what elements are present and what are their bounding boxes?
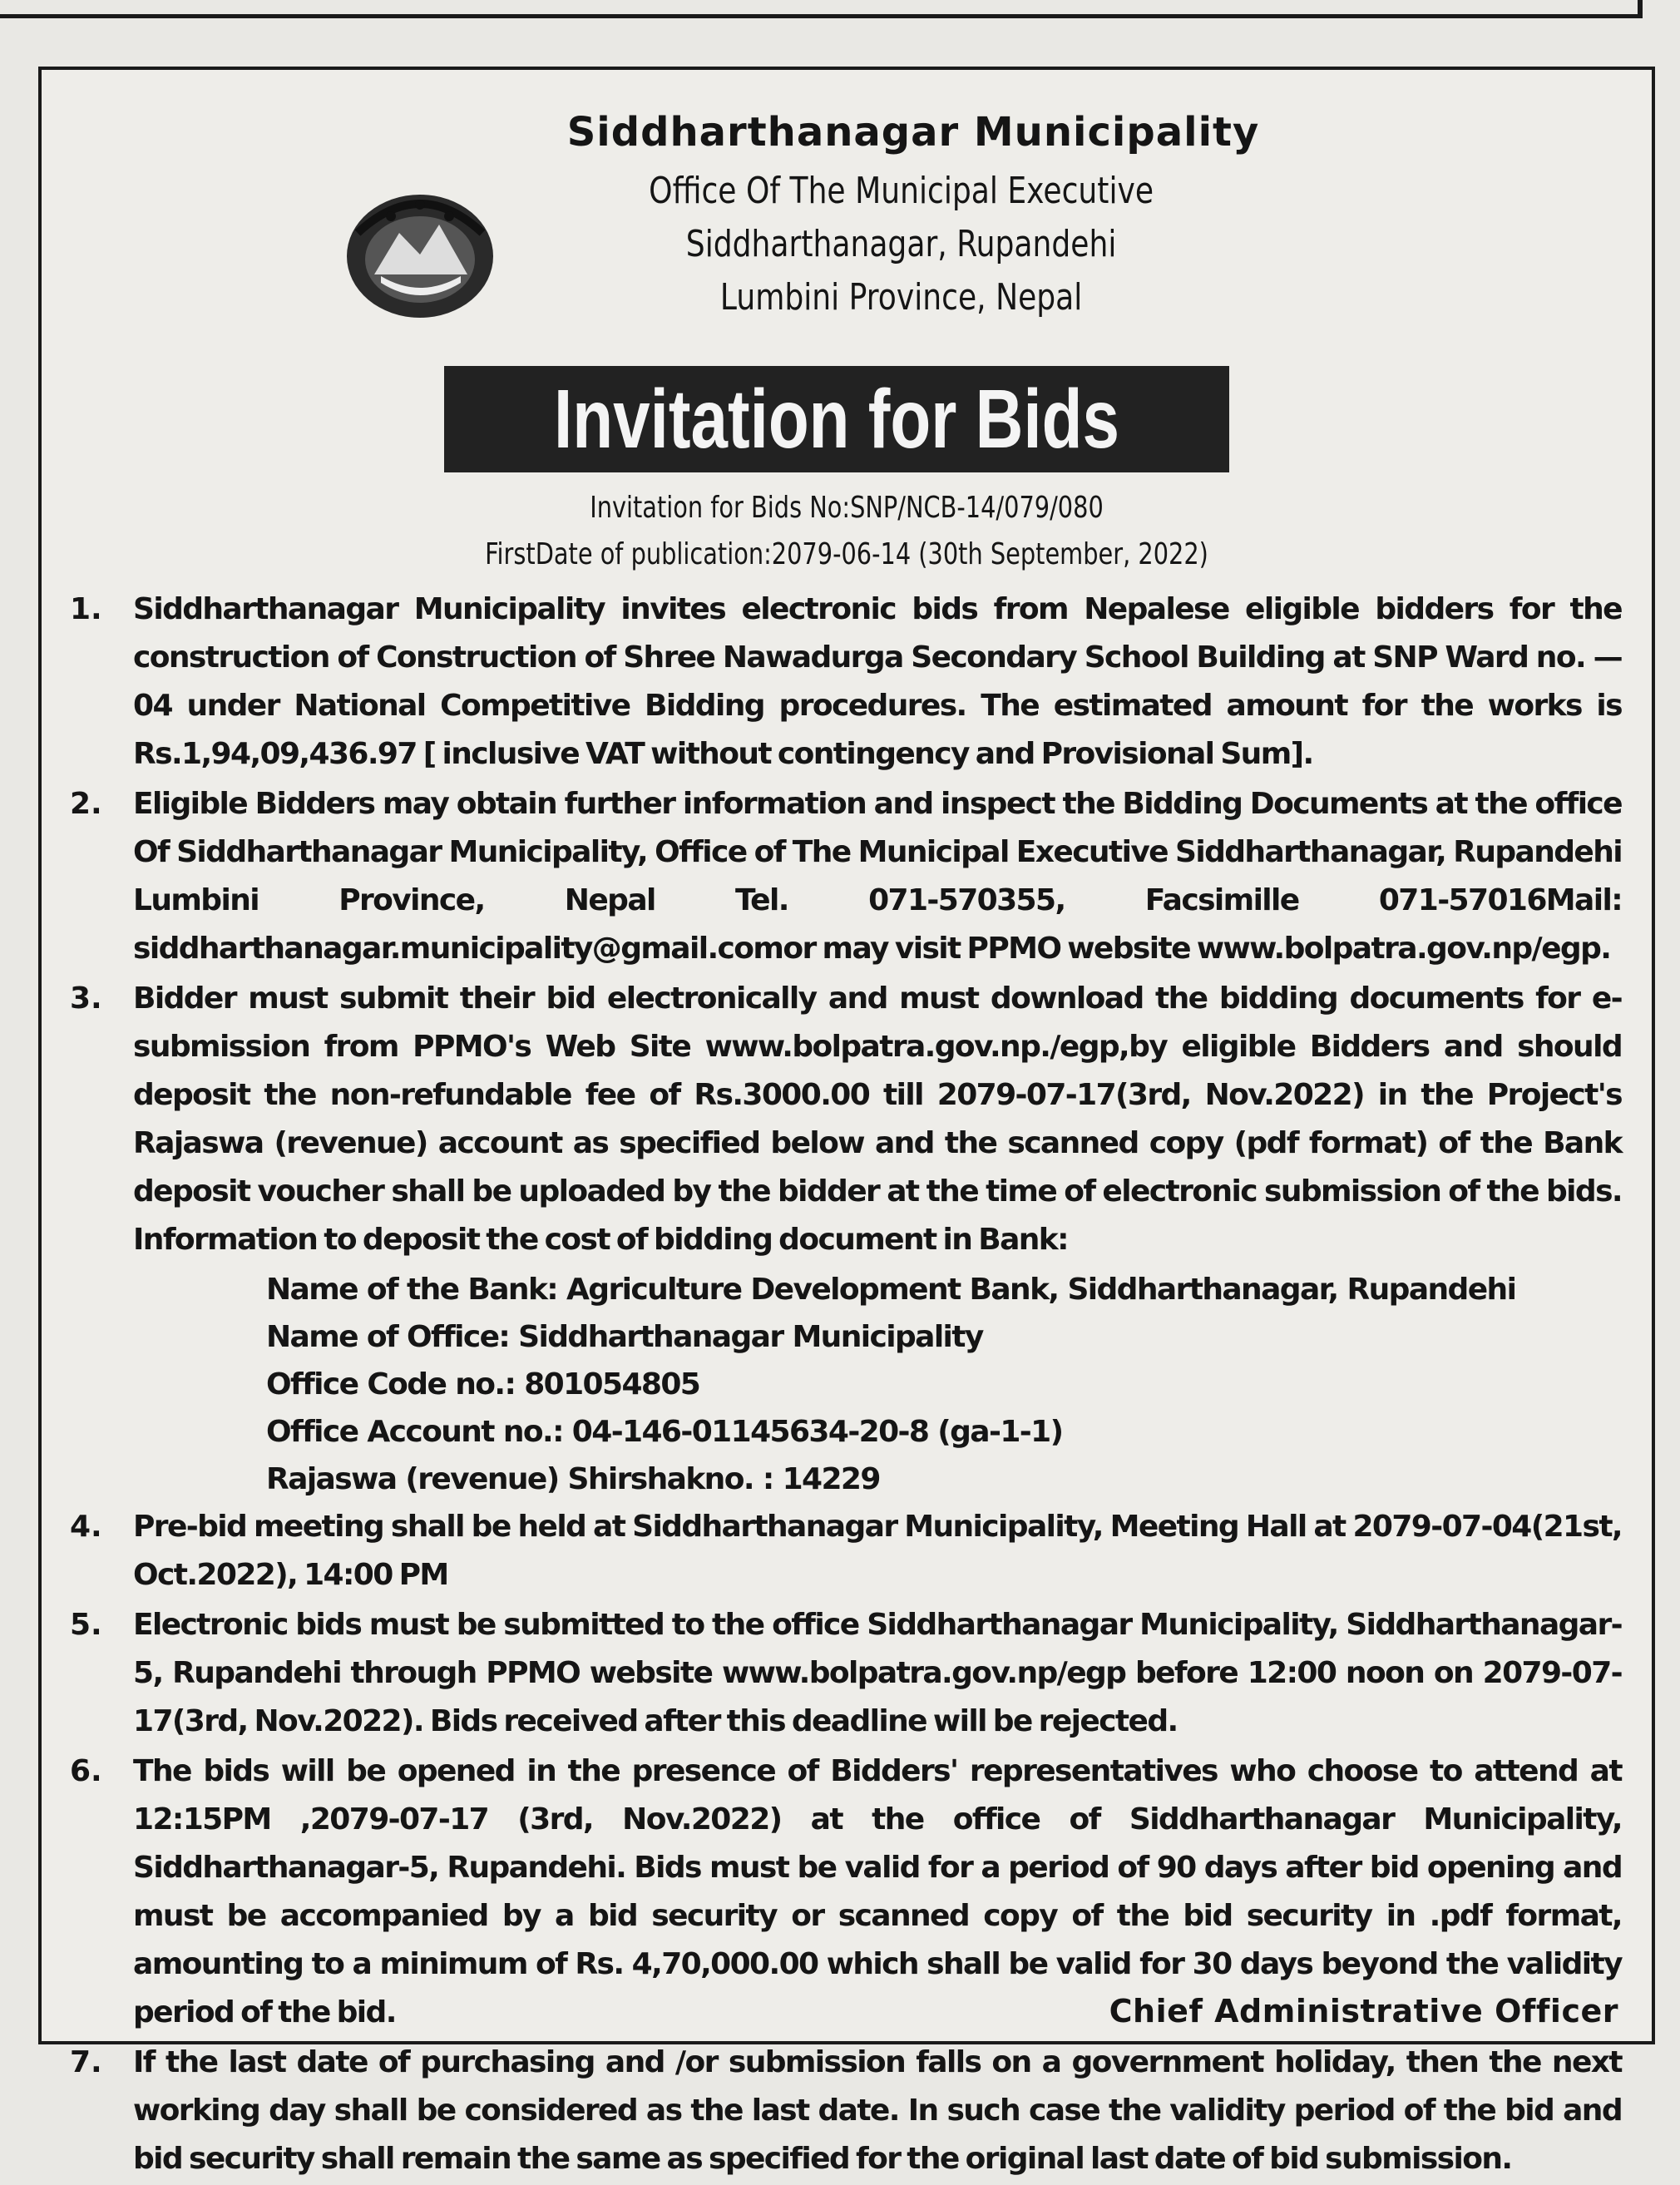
item-text: Eligible Bidders may obtain further information and inspect the Bidding Documents at the office Of Siddharthanagar Municipality, Office of The Municipal Executive Siddharthanagar, Rupandehi Lumbini Province, Nepal Tel. 071-570355, Facsimille 071-57016Mail: siddharthanagar.municipality@gmail.comor may visit PPMO website www.bolpatra.gov.np/egp. (133, 787, 1622, 966)
list-item (58, 975, 1622, 1264)
notice-title: Invitation for Bids (554, 373, 1119, 466)
office-location: Siddharthanagar, Rupandehi (685, 223, 1117, 265)
item-number: 7. (70, 2045, 102, 2079)
item-number: 1. (70, 592, 102, 626)
item-text: Bidder must submit their bid electronically and must download the bidding documents for e-submission from PPMO's Web Site www.bolpatra.gov.np./egp,by eligible Bidders and should deposit the non-refundable fee of Rs.3000.00 till 2079-07-17(3rd, Nov.2022) in the Project's Rajaswa (revenue) account as specified below and the scanned copy (pdf format) of the Bank deposit voucher shall be uploaded by the bidder at the time of electronic submission of the bids. Information to deposit the cost of bidding document in Bank: (133, 981, 1622, 1257)
item-number: 2. (70, 787, 102, 821)
bid-notice (38, 67, 1655, 2176)
item-text: The bids will be opened in the presence of Bidders' representatives who choose to attend at 12:15PM ,2079-07-17 (3rd, Nov.2022) at the office of Siddharthanagar Municipality, Siddharthanagar-5, Rupandehi. Bids must be valid for a period of 90 days after bid opening and must be accompanied by a bid security or scanned copy of the bid security in .pdf format, amounting to a minimum of Rs. 4,70,000.00 which shall be valid for 30 days beyond the validity period of the bid. (133, 1754, 1622, 2029)
office-name-line: Name of Office: Siddharthanagar Municipality (266, 1320, 983, 1354)
revenue-heading-line: Rajaswa (revenue) Shirshakno. : 14229 (266, 1462, 880, 1496)
item-text: Electronic bids must be submitted to the office Siddharthanagar Municipality, Siddharthanagar-5, Rupandehi through PPMO website www.bolpatra.gov.np/egp before 12:00 noon on 2079-07-17(3rd, Nov.2022). Bids received after this deadline will be rejected. (133, 1608, 1622, 1738)
ifb-number: Invitation for Bids No:SNP/NCB-14/079/080 (590, 491, 1104, 525)
publication-date: FirstDate of publication:2079-06-14 (30th September, 2022) (485, 537, 1208, 571)
list-item (58, 780, 1622, 973)
office-province: Lumbini Province, Nepal (719, 276, 1083, 319)
item-number: 3. (70, 981, 102, 1016)
bank-name-line: Name of the Bank: Agriculture Development Bank, Siddharthanagar, Rupandehi (266, 1273, 1516, 1307)
list-item (58, 1601, 1622, 1746)
notice-title-banner (444, 366, 1229, 472)
office-account-line: Office Account no.: 04-146-01145634-20-8 (ga-1-1) (266, 1415, 1063, 1449)
list-item (58, 586, 1622, 779)
item-number: 4. (70, 1510, 102, 1544)
item-number: 5. (70, 1608, 102, 1642)
item-number: 6. (70, 1754, 102, 1788)
list-item (58, 1503, 1622, 1599)
list-item (58, 2039, 1622, 2183)
previous-notice-border (0, 0, 1643, 18)
office-name: Office Of The Municipal Executive (649, 170, 1154, 212)
municipality-name: Siddharthanagar Municipality (566, 109, 1260, 156)
item-text: If the last date of purchasing and /or submission falls on a government holiday, then the next working day shall be considered as the last date. In such case the validity period of the bid and bid security shall remain the same as specified for the original last date of bid submission. (133, 2045, 1622, 2176)
bank-details (58, 1266, 1622, 1503)
item-text: Pre-bid meeting shall be held at Siddharthanagar Municipality, Meeting Hall at 2079-07-04(21st, Oct.2022), 14:00 PM (133, 1510, 1622, 1592)
notice-items (58, 586, 1622, 2185)
office-code-line: Office Code no.: 801054805 (266, 1367, 700, 1401)
signature-title: Chief Administrative Officer (1109, 1993, 1618, 2029)
item-text: Siddharthanagar Municipality invites electronic bids from Nepalese eligible bidders for the construction of Construction of Shree Nawadurga Secondary School Building at SNP Ward no. —04 under National Competitive Bidding procedures. The estimated amount for the works is Rs.1,94,09,436.97 [ inclusive VAT without contingency and Provisional Sum]. (133, 592, 1622, 771)
